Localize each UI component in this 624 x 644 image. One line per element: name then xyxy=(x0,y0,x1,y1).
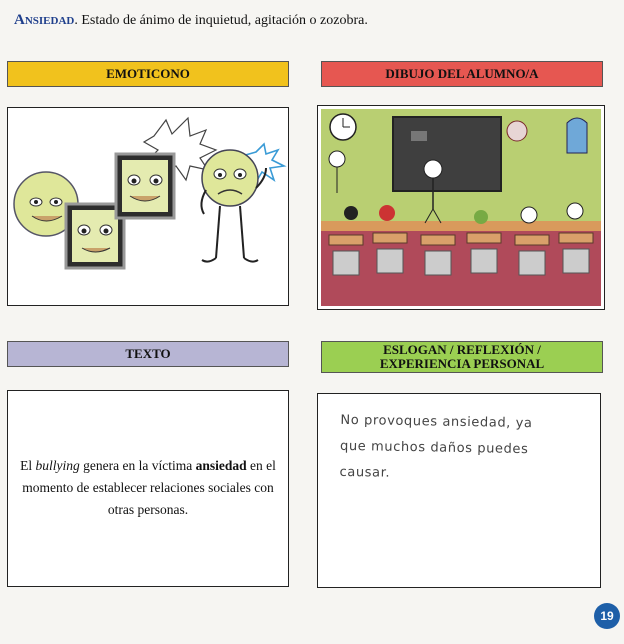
texto-paragraph xyxy=(18,455,278,521)
texto-box xyxy=(7,390,289,587)
definition-text: . Estado de ánimo de inquietud, agitación o zozobra. xyxy=(74,13,368,28)
eslogan-header-line1: ESLOGAN / REFLEXIÓN / xyxy=(383,342,541,357)
ghost xyxy=(567,118,587,153)
slogan-line2: que muchos daños puedes xyxy=(339,438,529,458)
definition-line xyxy=(14,12,368,29)
texto-bold: ansiedad xyxy=(195,458,247,473)
dibujo-header: DIBUJO DEL ALUMNO/A xyxy=(321,61,603,87)
texto-italic: bullying xyxy=(35,458,80,473)
handwritten-slogan xyxy=(339,408,590,490)
texto-part2: genera en la víctima xyxy=(79,458,196,473)
teacher xyxy=(424,160,442,178)
slogan-line3: causar. xyxy=(339,464,391,481)
blackboard xyxy=(393,117,501,191)
slogan-line1: No provoques ansiedad, ya xyxy=(340,412,533,432)
texto-part3: en el momento de establecer relaciones sociales con otras personas. xyxy=(22,458,276,517)
emoticono-header: EMOTICONO xyxy=(7,61,289,87)
definition-term: Ansiedad xyxy=(14,12,75,28)
page-number-badge: 19 xyxy=(594,603,620,629)
eslogan-header-line2: EXPERIENCIA PERSONAL xyxy=(379,356,545,371)
student-drawing xyxy=(321,109,601,306)
anxious-emoticons-illustration xyxy=(8,108,288,305)
texto-header: TEXTO xyxy=(7,341,289,367)
eslogan-header xyxy=(321,341,603,373)
emoticono-box xyxy=(7,107,289,306)
texto-part1: El xyxy=(20,458,36,473)
eslogan-box xyxy=(317,393,601,588)
student-drawing-box xyxy=(317,105,605,310)
